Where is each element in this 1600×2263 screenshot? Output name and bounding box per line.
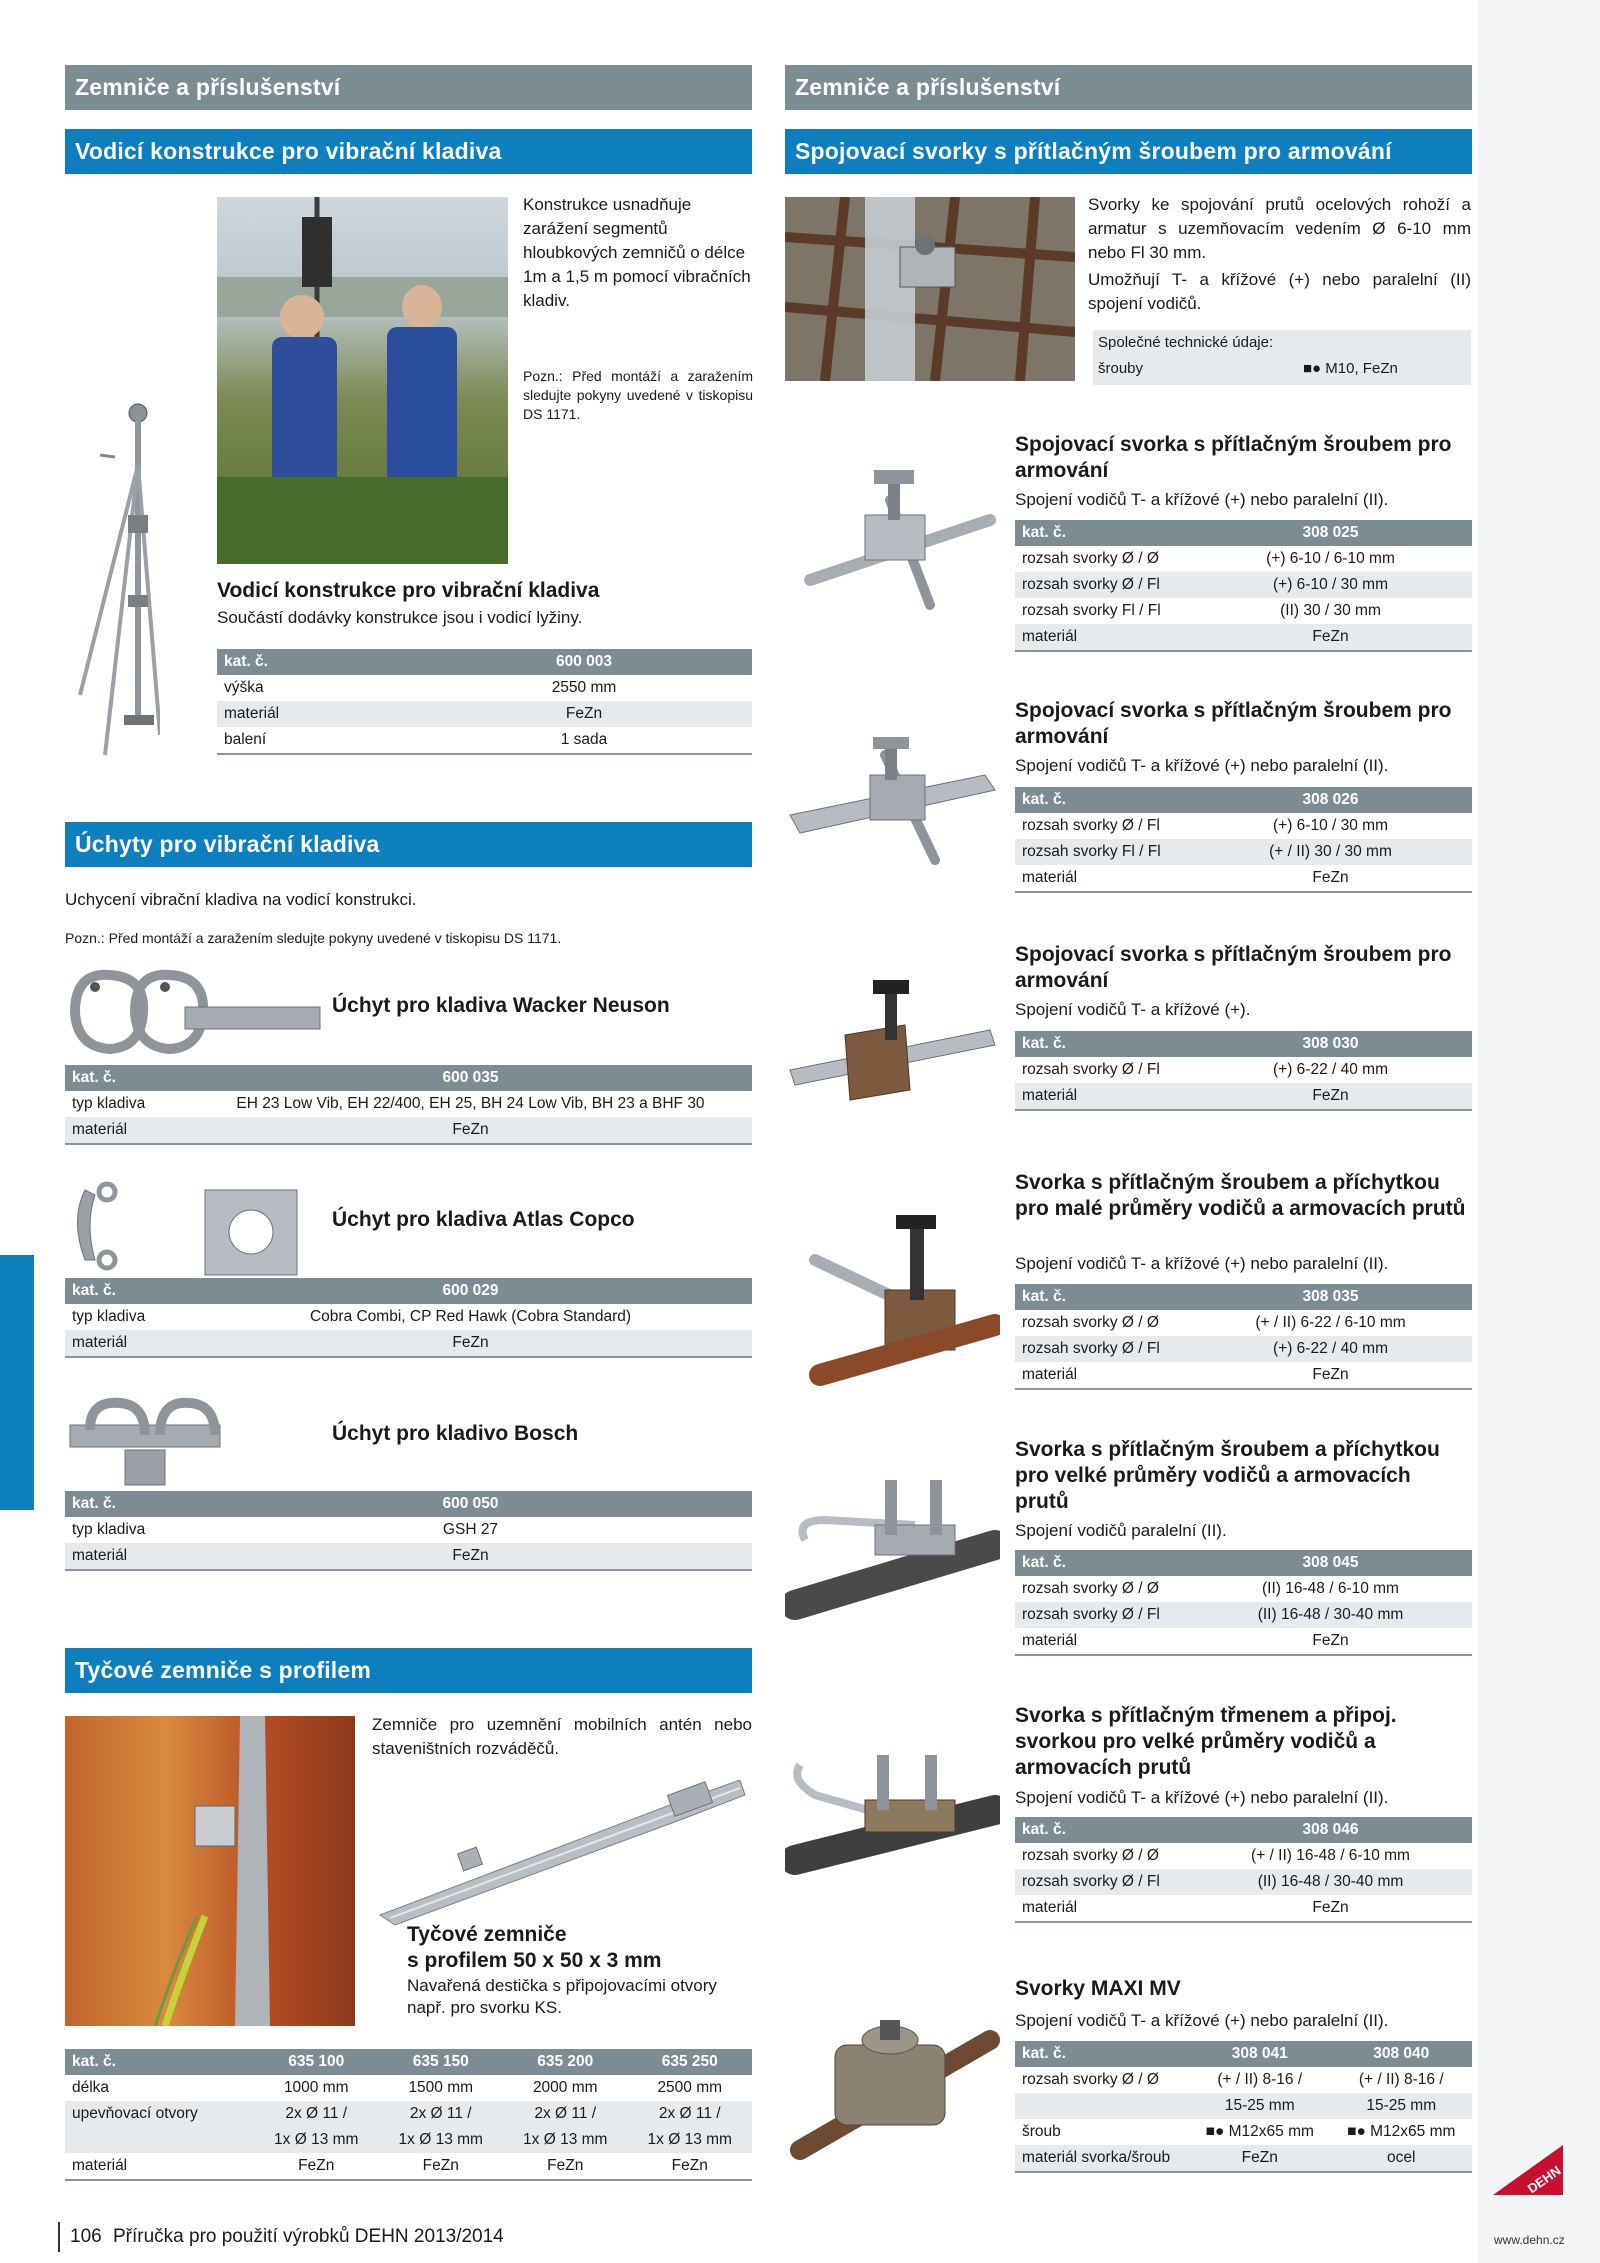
table-cell: 635 250 <box>628 2049 753 2075</box>
table-cell: rozsah svorky Ø / Ø <box>1015 1310 1189 1336</box>
product-1-spec-table <box>1015 520 1472 652</box>
product-2-subtitle: Spojení vodičů T- a křížové (+) nebo paralelní (II). <box>1015 756 1389 775</box>
table-cell: kat. č. <box>1015 2041 1189 2067</box>
table-cell: materiál <box>1015 624 1189 651</box>
dehn-logo <box>1488 2140 1568 2200</box>
table-cell: FeZn <box>628 2153 753 2180</box>
clamp-maxi-mv-image <box>790 2000 1000 2170</box>
table-row <box>65 2101 752 2127</box>
clamp-308026-image <box>785 735 1000 865</box>
table-cell: 308 035 <box>1189 1284 1472 1310</box>
clamp-308045-image <box>785 1470 1000 1620</box>
table-row <box>1015 624 1472 651</box>
page-number: 106 <box>70 2226 102 2247</box>
product-4-subtitle: Spojení vodičů T- a křížové (+) nebo paralelní (II). <box>1015 1254 1389 1273</box>
table-cell: 15-25 mm <box>1331 2093 1473 2119</box>
table-cell: 1 sada <box>416 727 752 754</box>
footer-page-line <box>70 2226 504 2248</box>
table-cell: šroub <box>1015 2119 1189 2145</box>
table-cell: (II) 16-48 / 30-40 mm <box>1189 1602 1472 1628</box>
table-row <box>1015 787 1472 813</box>
table-row <box>65 2153 752 2180</box>
table-cell: materiál <box>1015 865 1189 892</box>
subsection-title: Úchyty pro vibrační kladiva <box>75 831 380 857</box>
clamp-308025-image <box>800 460 1000 610</box>
table-cell: kat. č. <box>65 1491 189 1517</box>
table-cell: materiál <box>1015 1362 1189 1389</box>
guide-photo <box>217 197 508 564</box>
table-row <box>65 2049 752 2075</box>
table-cell: rozsah svorky Ø / Fl <box>1015 1602 1189 1628</box>
bosch-title: Úchyt pro kladivo Bosch <box>332 1422 579 1445</box>
table-cell: (+) 6-10 / 30 mm <box>1189 813 1472 839</box>
table-cell: (+ / II) 8-16 / <box>1331 2067 1473 2093</box>
table-row <box>1015 1817 1472 1843</box>
table-cell: 308 026 <box>1189 787 1472 813</box>
product-4-title: Svorka s přítlačným šroubem a příchytkou pro malé průměry vodičů a armovacích prutů <box>1015 1171 1466 1220</box>
table-cell: 308 045 <box>1189 1550 1472 1576</box>
section-title: Zemniče a příslušenství <box>75 74 341 100</box>
table-cell: 2x Ø 11 / <box>254 2101 379 2127</box>
clamp-308046-image <box>785 1740 1000 1890</box>
tech-title: Společné technické údaje: <box>1098 334 1274 351</box>
tech-value-wrap <box>1303 360 1398 377</box>
bolt-icon: ■● <box>1303 360 1322 377</box>
table-row <box>65 1117 752 1144</box>
clamp-308035-image <box>800 1210 1000 1390</box>
table-cell: (+) 6-22 / 40 mm <box>1189 1057 1472 1083</box>
guide-title: Vodicí konstrukce pro vibrační kladiva <box>217 579 600 602</box>
table-row <box>1015 520 1472 546</box>
table-cell: kat. č. <box>65 1278 189 1304</box>
table-cell: kat. č. <box>217 649 416 675</box>
table-cell: materiál <box>1015 1628 1189 1655</box>
table-cell: FeZn <box>1189 2145 1331 2172</box>
table-row <box>65 1304 752 1330</box>
clamps-intro: Svorky ke spojování prutů ocelových rohoží a armatur s uzemňovacím vedením Ø 6-10 mm nebo Fl 30 mm. <box>1088 195 1471 262</box>
table-cell: materiál <box>65 1543 189 1570</box>
table-cell: FeZn <box>189 1117 752 1144</box>
table-cell: materiál <box>1015 1895 1189 1922</box>
subsection-bar-rods <box>65 1648 752 1693</box>
table-cell: 1500 mm <box>379 2075 504 2101</box>
table-cell: FeZn <box>189 1543 752 1570</box>
table-cell: rozsah svorky Ø / Ø <box>1015 1843 1189 1869</box>
table-cell: kat. č. <box>1015 1284 1189 1310</box>
product-3-subtitle: Spojení vodičů T- a křížové (+). <box>1015 1000 1251 1019</box>
product-6-spec-table <box>1015 1817 1472 1923</box>
table-cell <box>65 2127 254 2153</box>
table-cell: Cobra Combi, CP Red Hawk (Cobra Standard) <box>189 1304 752 1330</box>
table-row <box>217 649 752 675</box>
table-row <box>65 1543 752 1570</box>
table-cell: 15-25 mm <box>1189 2093 1331 2119</box>
table-row <box>1015 1284 1472 1310</box>
table-row <box>65 1065 752 1091</box>
bolt-icon: ■● <box>1205 2123 1225 2140</box>
table-row <box>1015 2041 1472 2067</box>
holders-note: Pozn.: Před montáží a zaražením sledujte pokyny uvedené v tiskopisu DS 1171. <box>65 930 562 946</box>
table-cell: balení <box>217 727 416 754</box>
table-cell: (II) 16-48 / 6-10 mm <box>1189 1576 1472 1602</box>
product-6-title: Svorka s přítlačným třmenem a připoj. svorkou pro velké průměry vodičů a armovacích prutů <box>1015 1704 1397 1779</box>
table-row <box>1015 1869 1472 1895</box>
table-cell: 635 100 <box>254 2049 379 2075</box>
table-row <box>1015 1336 1472 1362</box>
table-cell: (+) 6-10 / 30 mm <box>1189 572 1472 598</box>
guide-frame-image <box>60 395 160 765</box>
table-row <box>65 1330 752 1357</box>
table-cell: 308 025 <box>1189 520 1472 546</box>
table-cell: 2550 mm <box>416 675 752 701</box>
table-row <box>217 701 752 727</box>
table-cell: kat. č. <box>65 1065 189 1091</box>
table-cell: rozsah svorky Ø / Ø <box>1015 546 1189 572</box>
rods-description: Zemniče pro uzemnění mobilních antén nebo staveništních rozváděčů. <box>372 1715 752 1758</box>
bolt-size: M12x65 mm <box>1228 2123 1314 2140</box>
product-3-spec-table <box>1015 1031 1472 1111</box>
table-cell: GSH 27 <box>189 1517 752 1543</box>
table-cell: typ kladiva <box>65 1304 189 1330</box>
table-cell: typ kladiva <box>65 1517 189 1543</box>
table-row <box>1015 2119 1472 2145</box>
atlas-spec-table <box>65 1278 752 1358</box>
table-cell: 2000 mm <box>503 2075 628 2101</box>
subsection-bar-guide <box>65 129 752 174</box>
table-cell: materiál <box>65 2153 254 2180</box>
bolt-icon: ■● <box>1347 2123 1366 2140</box>
table-cell: materiál svorka/šroub <box>1015 2145 1189 2172</box>
table-cell: 600 035 <box>189 1065 752 1091</box>
table-cell: (+ / II) 30 / 30 mm <box>1189 839 1472 865</box>
product-7-spec-table <box>1015 2041 1472 2173</box>
right-margin-band <box>1478 0 1600 2263</box>
wacker-title: Úchyt pro kladiva Wacker Neuson <box>332 994 670 1017</box>
table-cell: typ kladiva <box>65 1091 189 1117</box>
table-row <box>1015 1843 1472 1869</box>
table-cell: 1x Ø 13 mm <box>379 2127 504 2153</box>
chapter-tab-marker <box>0 1255 34 1510</box>
tech-label: šrouby <box>1098 360 1144 377</box>
table-cell: kat. č. <box>1015 1031 1189 1057</box>
wacker-spec-table <box>65 1065 752 1145</box>
table-row <box>65 1491 752 1517</box>
footer-url: www.dehn.cz <box>1494 2233 1565 2247</box>
table-cell: délka <box>65 2075 254 2101</box>
product-5-subtitle: Spojení vodičů paralelní (II). <box>1015 1521 1227 1540</box>
clamps-intro-2: Umožňují T- a křížové (+) nebo paralelní (II) spojení vodičů. <box>1088 270 1471 313</box>
table-cell: rozsah svorky Ø / Fl <box>1015 813 1189 839</box>
logo-text: DEHN <box>1524 2162 1564 2197</box>
atlas-title: Úchyt pro kladiva Atlas Copco <box>332 1208 635 1231</box>
table-row <box>65 2127 752 2153</box>
table-row <box>1015 865 1472 892</box>
footer-divider <box>58 2222 60 2252</box>
table-cell: 1x Ø 13 mm <box>503 2127 628 2153</box>
table-cell: 635 200 <box>503 2049 628 2075</box>
subsection-title: Spojovací svorky s přítlačným šroubem pro armování <box>795 138 1392 164</box>
table-cell: (II) 30 / 30 mm <box>1189 598 1472 624</box>
product-4-spec-table <box>1015 1284 1472 1390</box>
table-cell: 2x Ø 11 / <box>628 2101 753 2127</box>
table-row <box>1015 1083 1472 1110</box>
table-row <box>217 727 752 754</box>
table-cell: rozsah svorky Ø / Ø <box>1015 2067 1189 2093</box>
table-cell: (+) 6-10 / 6-10 mm <box>1189 546 1472 572</box>
subsection-bar-holders <box>65 822 752 867</box>
table-cell <box>1015 2093 1189 2119</box>
table-cell: (+) 6-22 / 40 mm <box>1189 1336 1472 1362</box>
table-cell: materiál <box>1015 1083 1189 1110</box>
table-row <box>65 1091 752 1117</box>
table-cell: upevňovací otvory <box>65 2101 254 2127</box>
guide-description: Konstrukce usnadňuje zarážení segmentů hloubkových zemničů o délce 1m a 1,5 m pomocí vibračních kladiv. <box>523 195 751 310</box>
table-row <box>217 675 752 701</box>
clamp-308030-image <box>785 975 1000 1115</box>
rod-photo <box>65 1716 355 2026</box>
table-row <box>1015 813 1472 839</box>
table-cell: FeZn <box>1189 624 1472 651</box>
table-cell: 600 003 <box>416 649 752 675</box>
table-cell: rozsah svorky Ø / Fl <box>1015 1869 1189 1895</box>
table-cell: FeZn <box>1189 1362 1472 1389</box>
table-row <box>1015 839 1472 865</box>
section-bar-left <box>65 65 752 110</box>
table-cell: FeZn <box>254 2153 379 2180</box>
table-cell: FeZn <box>503 2153 628 2180</box>
table-cell: 1000 mm <box>254 2075 379 2101</box>
table-cell: materiál <box>65 1117 189 1144</box>
table-cell: rozsah svorky Ø / Fl <box>1015 572 1189 598</box>
table-cell: (+ / II) 8-16 / <box>1189 2067 1331 2093</box>
table-row <box>1015 1057 1472 1083</box>
table-cell: 635 150 <box>379 2049 504 2075</box>
table-cell: kat. č. <box>1015 520 1189 546</box>
rod-image <box>370 1780 755 1930</box>
table-cell: 308 040 <box>1331 2041 1473 2067</box>
table-cell: materiál <box>65 1330 189 1357</box>
table-cell: výška <box>217 675 416 701</box>
table-row <box>1015 572 1472 598</box>
table-cell: 2x Ø 11 / <box>503 2101 628 2127</box>
footer-title: Příručka pro použití výrobků DEHN 2013/2014 <box>112 2226 504 2247</box>
section-bar-right <box>785 65 1472 110</box>
dehn-logo-area <box>1488 2140 1593 2250</box>
table-cell: kat. č. <box>65 2049 254 2075</box>
table-cell: FeZn <box>1189 1628 1472 1655</box>
table-cell: kat. č. <box>1015 1550 1189 1576</box>
table-row <box>1015 546 1472 572</box>
table-cell: (+ / II) 16-48 / 6-10 mm <box>1189 1843 1472 1869</box>
table-cell: 1x Ø 13 mm <box>254 2127 379 2153</box>
rods-subtitle: Navařená destička s připojovacími otvory např. pro svorku KS. <box>407 1976 717 2017</box>
tech-value: M10, FeZn <box>1325 360 1398 377</box>
table-cell: rozsah svorky Ø / Fl <box>1015 1057 1189 1083</box>
wacker-holder-image <box>65 967 325 1059</box>
table-cell: (II) 16-48 / 30-40 mm <box>1189 1869 1472 1895</box>
guide-subtitle: Součástí dodávky konstrukce jsou i vodicí lyžiny. <box>217 608 583 627</box>
table-row <box>1015 2093 1472 2119</box>
table-cell: rozsah svorky Fl / Fl <box>1015 839 1189 865</box>
table-cell: FeZn <box>1189 1083 1472 1110</box>
table-cell: FeZn <box>1189 865 1472 892</box>
subsection-bar-clamps <box>785 129 1472 174</box>
table-cell: rozsah svorky Ø / Fl <box>1015 1336 1189 1362</box>
table-cell: 2x Ø 11 / <box>379 2101 504 2127</box>
table-cell <box>1189 2119 1331 2145</box>
table-row <box>1015 598 1472 624</box>
table-cell: 600 050 <box>189 1491 752 1517</box>
table-cell: 2500 mm <box>628 2075 753 2101</box>
table-row <box>1015 1310 1472 1336</box>
table-cell <box>1331 2119 1473 2145</box>
table-row <box>1015 1602 1472 1628</box>
table-cell: rozsah svorky Ø / Ø <box>1015 1576 1189 1602</box>
table-row <box>1015 1031 1472 1057</box>
product-2-title: Spojovací svorka s přítlačným šroubem pro armování <box>1015 699 1452 748</box>
table-row <box>65 1278 752 1304</box>
holders-description: Uchycení vibrační kladiva na vodicí konstrukci. <box>65 890 417 909</box>
product-1-title: Spojovací svorka s přítlačným šroubem pro armování <box>1015 433 1452 482</box>
table-cell: EH 23 Low Vib, EH 22/400, EH 25, BH 24 Low Vib, BH 23 a BHF 30 <box>189 1091 752 1117</box>
product-7-title: Svorky MAXI MV <box>1015 1977 1181 2000</box>
guide-spec-table <box>217 649 752 755</box>
table-row <box>1015 1895 1472 1922</box>
table-cell: kat. č. <box>1015 1817 1189 1843</box>
table-cell: FeZn <box>189 1330 752 1357</box>
product-3-title: Spojovací svorka s přítlačným šroubem pro armování <box>1015 943 1452 992</box>
table-cell: 308 041 <box>1189 2041 1331 2067</box>
table-cell: 600 029 <box>189 1278 752 1304</box>
table-cell: rozsah svorky Fl / Fl <box>1015 598 1189 624</box>
table-row <box>1015 1362 1472 1389</box>
rebar-photo <box>785 197 1075 381</box>
table-row <box>65 1517 752 1543</box>
table-row <box>1015 1576 1472 1602</box>
table-cell: FeZn <box>416 701 752 727</box>
product-1-subtitle: Spojení vodičů T- a křížové (+) nebo paralelní (II). <box>1015 490 1389 509</box>
table-row <box>1015 2145 1472 2172</box>
section-title: Zemniče a příslušenství <box>795 74 1061 100</box>
table-cell: kat. č. <box>1015 787 1189 813</box>
rods-spec-table <box>65 2049 752 2181</box>
product-5-spec-table <box>1015 1550 1472 1656</box>
guide-note: Pozn.: Před montáží a zaražením sledujte pokyny uvedené v tiskopisu DS 1171. <box>523 368 753 422</box>
table-cell: FeZn <box>1189 1895 1472 1922</box>
table-cell: 308 046 <box>1189 1817 1472 1843</box>
table-cell: 308 030 <box>1189 1031 1472 1057</box>
table-cell: FeZn <box>379 2153 504 2180</box>
bosch-spec-table <box>65 1491 752 1571</box>
table-row <box>65 2075 752 2101</box>
product-2-spec-table <box>1015 787 1472 893</box>
atlas-holder-image <box>65 1180 305 1280</box>
product-6-subtitle: Spojení vodičů T- a křížové (+) nebo paralelní (II). <box>1015 1788 1389 1807</box>
bolt-size: M12x65 mm <box>1370 2123 1456 2140</box>
table-cell: 1x Ø 13 mm <box>628 2127 753 2153</box>
table-row <box>1015 1628 1472 1655</box>
bosch-holder-image <box>65 1395 225 1490</box>
table-row <box>1015 2067 1472 2093</box>
table-cell: materiál <box>217 701 416 727</box>
common-tech-data <box>1093 330 1471 385</box>
rods-title: Tyčové zemniče s profilem 50 x 50 x 3 mm <box>407 1923 662 1972</box>
subsection-title: Tyčové zemniče s profilem <box>75 1657 372 1683</box>
table-row <box>1015 1550 1472 1576</box>
product-5-title: Svorka s přítlačným šroubem a příchytkou pro velké průměry vodičů a armovacích prutů <box>1015 1438 1440 1513</box>
table-cell: ocel <box>1331 2145 1473 2172</box>
product-7-subtitle: Spojení vodičů T- a křížové (+) nebo paralelní (II). <box>1015 2011 1389 2030</box>
subsection-title: Vodicí konstrukce pro vibrační kladiva <box>75 138 502 164</box>
table-cell: (+ / II) 6-22 / 6-10 mm <box>1189 1310 1472 1336</box>
